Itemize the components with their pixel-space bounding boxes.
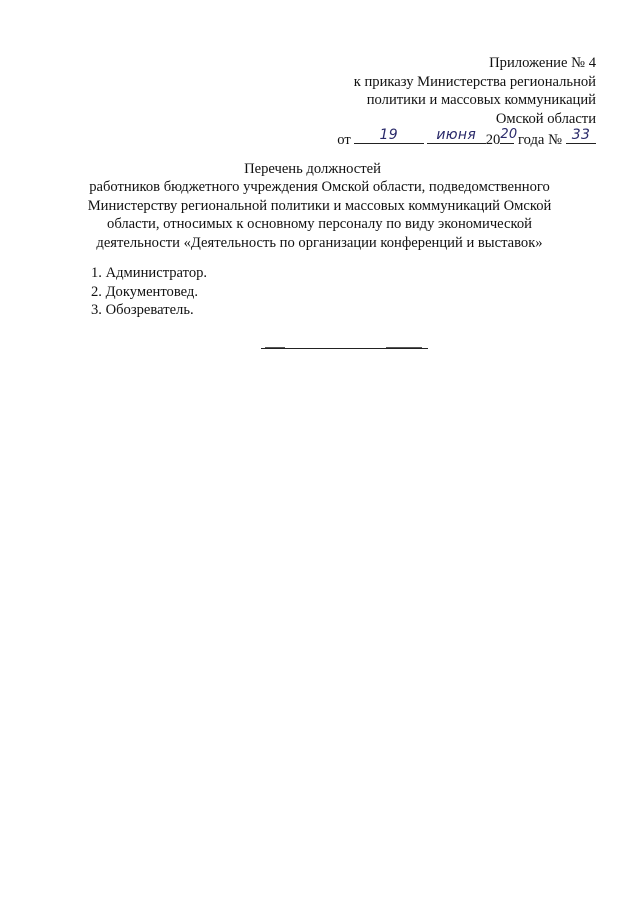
year-word: года [518, 132, 545, 149]
day-field [354, 128, 424, 144]
month-field [427, 128, 486, 144]
document-title [0, 160, 639, 252]
list-item: 3. Обозреватель. [91, 302, 194, 319]
title-line-1: работников бюджетного учреждения Омской области, подведомственного [89, 179, 550, 196]
date-prefix: от [337, 132, 351, 149]
handwritten-month: июня [436, 126, 477, 143]
year-field [500, 126, 518, 144]
order-date-line [337, 128, 596, 150]
title-line-4: деятельности «Деятельность по организации конференций и выставок» [96, 234, 543, 251]
order-reference-line-3: Омской области [495, 110, 596, 127]
number-label: № [548, 132, 562, 149]
handwritten-year: 20 [500, 126, 518, 142]
year-prefix: 20 [485, 132, 501, 149]
appendix-header [337, 54, 596, 150]
handwritten-number: 33 [571, 126, 591, 143]
title-line-2: Министерству региональной политики и массовых коммуникаций Омской [87, 197, 552, 214]
appendix-number: Приложение № 4 [489, 55, 596, 71]
title-heading: Перечень должностей [244, 161, 381, 177]
end-divider [261, 348, 428, 349]
list-item: 1. Администратор. [91, 265, 208, 281]
handwritten-day: 19 [379, 126, 398, 143]
title-line-3: области, относимых к основному персоналу по виду экономической [107, 216, 532, 233]
positions-list [91, 264, 207, 320]
order-reference-line-2: политики и массовых коммуникаций [366, 92, 596, 109]
list-item: 2. Документовед. [91, 283, 199, 300]
number-field [566, 128, 596, 144]
order-reference-line-1: к приказу Министерства региональной [353, 73, 596, 90]
